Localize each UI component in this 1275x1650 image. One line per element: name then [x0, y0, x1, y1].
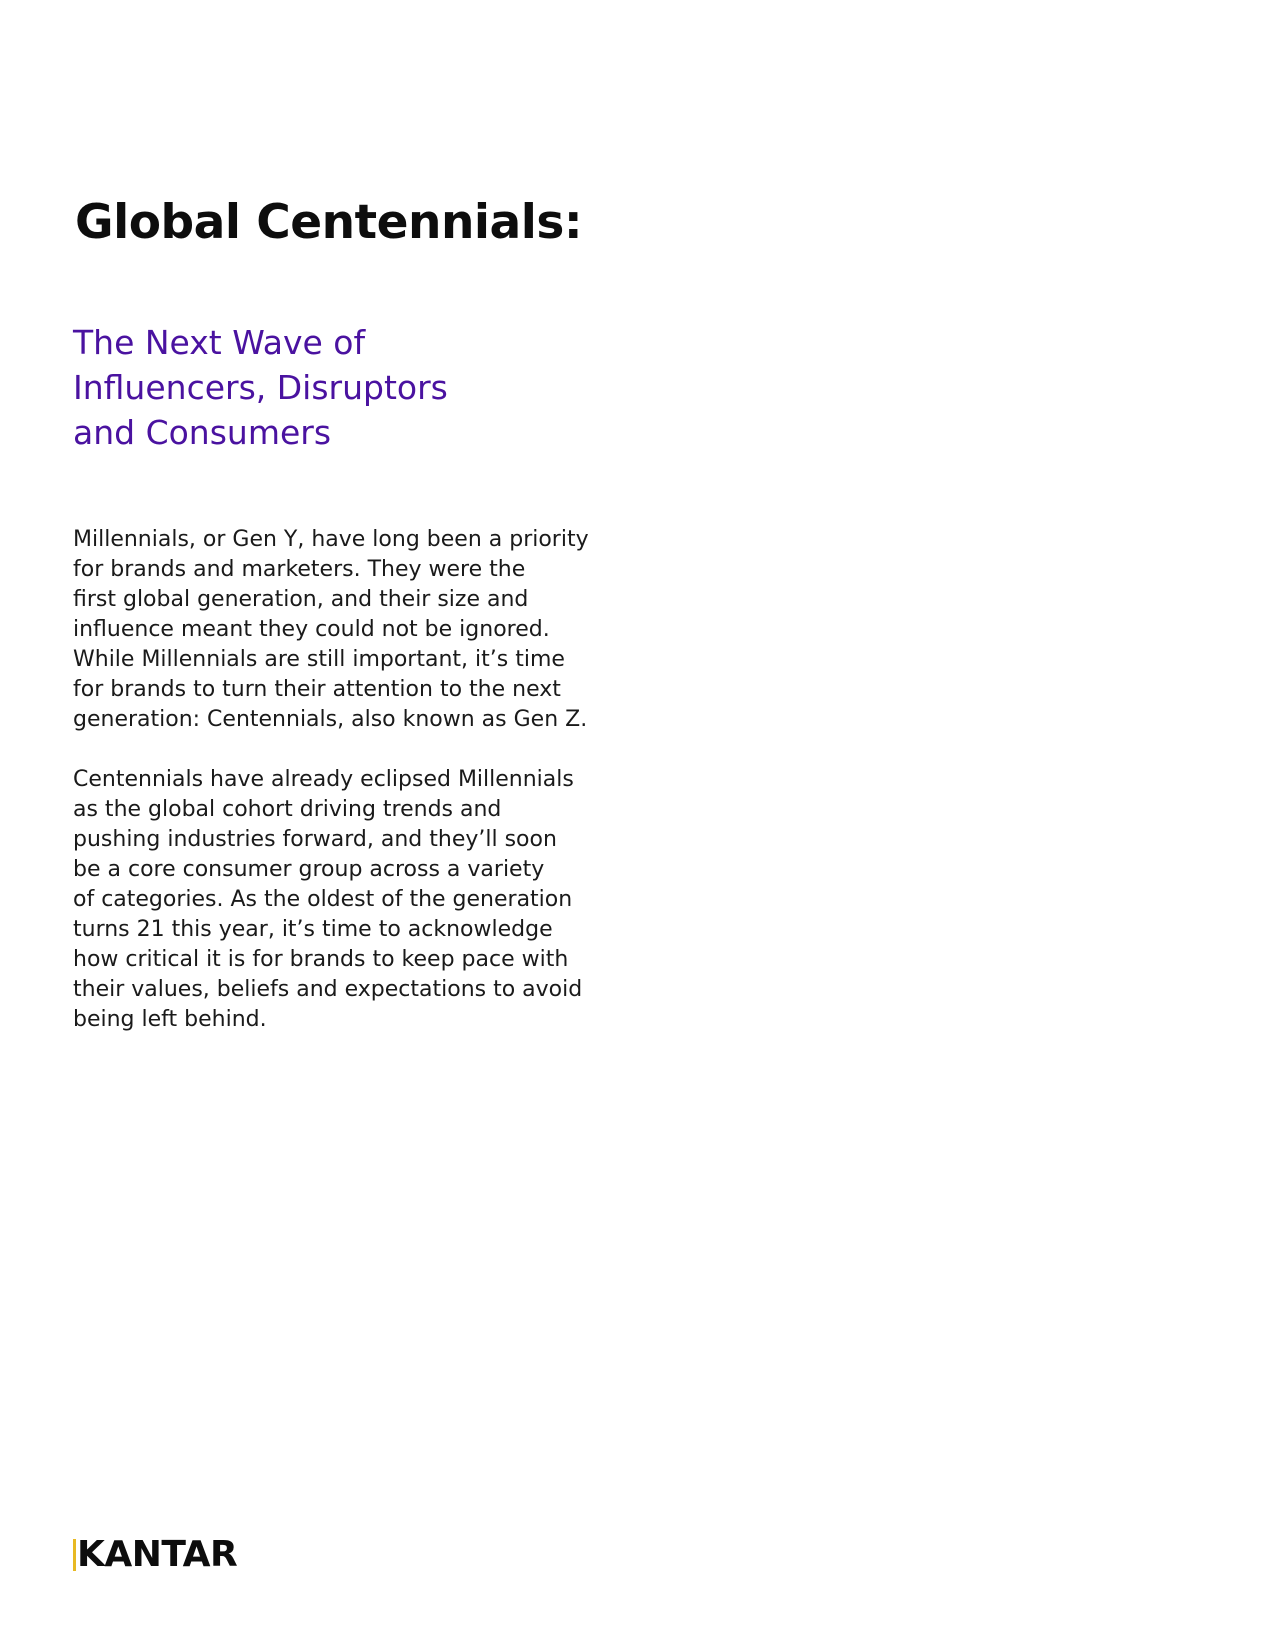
subtitle-line: Influencers, Disruptors: [73, 368, 448, 407]
paragraph-line: While Millennials are still important, it’s time: [73, 647, 565, 672]
logo-accent-bar: [73, 1539, 76, 1571]
paragraph-line: generation: Centennials, also known as Gen Z.: [73, 707, 588, 732]
kantar-logo: [73, 1535, 237, 1575]
page-title: Global Centennials:: [75, 195, 583, 250]
subtitle-line: The Next Wave of: [73, 323, 366, 362]
second-paragraph: [73, 765, 613, 1035]
paragraph-line: how critical it is for brands to keep pace with: [73, 947, 569, 972]
paragraph-line: Centennials have already eclipsed Millennials: [73, 767, 574, 792]
logo-wordmark: KANTAR: [77, 1534, 238, 1575]
paragraph-line: of categories. As the oldest of the generation: [73, 887, 573, 912]
paragraph-line: pushing industries forward, and they’ll soon: [73, 827, 557, 852]
paragraph-line: first global generation, and their size and: [73, 587, 529, 612]
paragraph-line: for brands and marketers. They were the: [73, 557, 526, 582]
page-subtitle: [73, 320, 593, 455]
paragraph-line: be a core consumer group across a variety: [73, 857, 545, 882]
subtitle-line: and Consumers: [73, 413, 332, 452]
paragraph-line: being left behind.: [73, 1007, 267, 1032]
intro-paragraph: [73, 525, 613, 735]
paragraph-line: influence meant they could not be ignored.: [73, 617, 550, 642]
paragraph-line: Millennials, or Gen Y, have long been a priority: [73, 527, 589, 552]
paragraph-line: for brands to turn their attention to the next: [73, 677, 561, 702]
paragraph-line: their values, beliefs and expectations to avoid: [73, 977, 583, 1002]
paragraph-line: turns 21 this year, it’s time to acknowledge: [73, 917, 553, 942]
paragraph-line: as the global cohort driving trends and: [73, 797, 502, 822]
